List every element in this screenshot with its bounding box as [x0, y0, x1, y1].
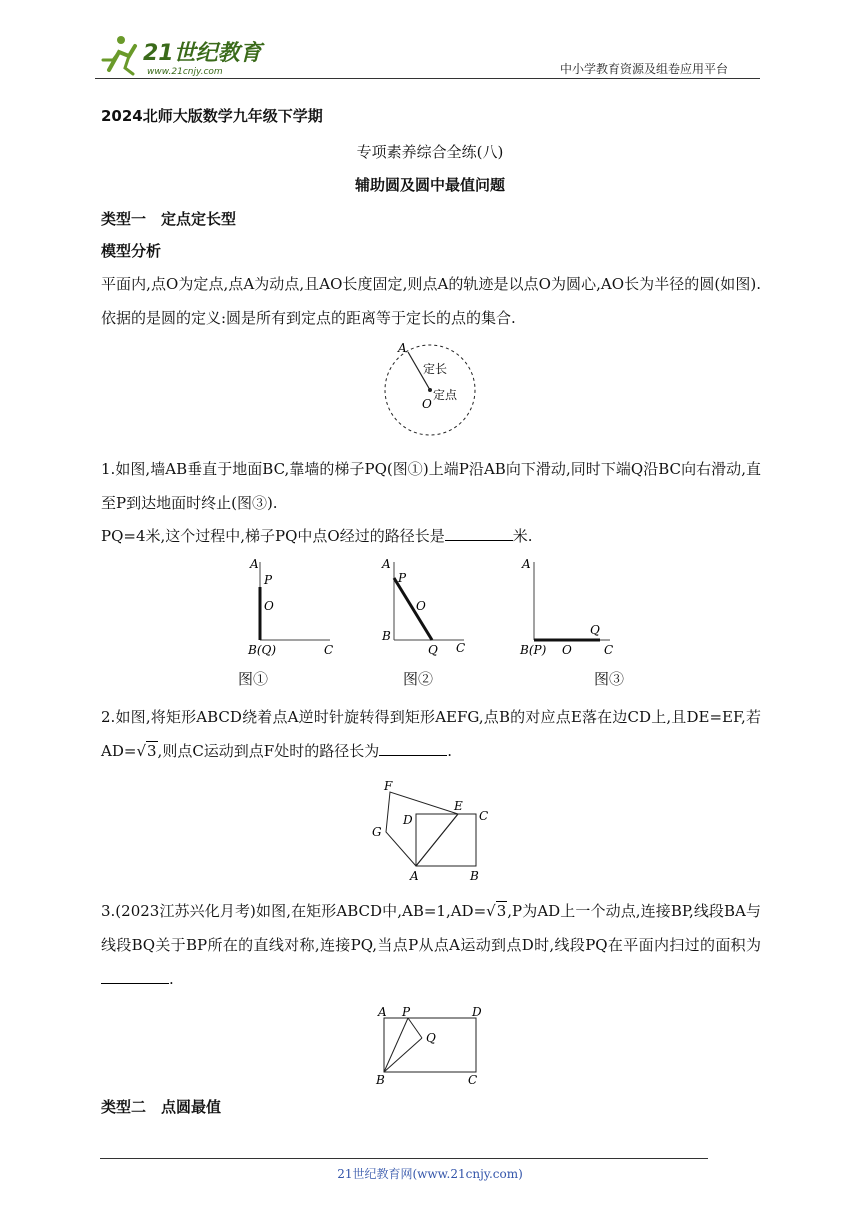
q1-text: 1.如图,墙AB垂直于地面BC,靠墙的梯子PQ(图①)上端P沿AB向下滑动,同时下端Q沿BC向右滑动,直至P到达地面时终止(图③). — [101, 460, 761, 512]
svg-text:B: B — [376, 1073, 385, 1087]
figure-1 — [238, 552, 348, 662]
caption-fig2: 图② — [403, 670, 434, 688]
q3-text: 3.(2023江苏兴化月考)如图,在矩形ABCD中,AB=1,AD=√3,P为AD上一个动点,连接BP,线段BA与线段BQ关于BP所在的直线对称,连接PQ,当点P从点A运动到点D时,线段PQ在平面内扫过的面积为. — [101, 894, 761, 996]
svg-text:P: P — [402, 1005, 411, 1019]
doc-title: 辅助圆及圆中最值问题 — [354, 176, 505, 194]
type1-heading: 类型一 定点定长型 — [101, 210, 237, 228]
logo-url: www.21cnjy.com — [147, 67, 223, 77]
svg-text:Q: Q — [590, 623, 600, 637]
sqrt-3: √3 — [486, 902, 507, 920]
svg-text:A: A — [250, 557, 259, 571]
svg-text:P: P — [264, 573, 273, 587]
model-heading: 模型分析 — [101, 242, 162, 260]
svg-text:A: A — [410, 869, 419, 882]
circle-figure — [378, 338, 478, 438]
rectangle-reflection-figure — [372, 1004, 492, 1088]
label-o: O — [422, 397, 432, 411]
label-fixed-point: 定点 — [433, 388, 458, 402]
q2-answer-blank[interactable] — [379, 739, 447, 756]
svg-text:F: F — [384, 779, 393, 793]
rectangle-rotation-figure — [366, 776, 496, 882]
svg-text:A: A — [522, 557, 531, 571]
svg-text:C: C — [479, 809, 489, 823]
platform-name: 中小学教育资源及组卷应用平台 — [560, 62, 729, 76]
figure-3 — [518, 552, 628, 662]
svg-text:O: O — [416, 599, 426, 613]
svg-text:C: C — [468, 1073, 478, 1087]
figure-2 — [378, 552, 488, 662]
svg-text:C: C — [604, 643, 614, 657]
model-text: 平面内,点O为定点,点A为动点,且AO长度固定,则点A的轨迹是以点O为圆心,AO长为半径的圆(如图).依据的是圆的定义:圆是所有到定点的距离等于定长的点的集合. — [101, 275, 761, 327]
svg-text:C: C — [324, 643, 334, 657]
type2-heading: 类型二 点圆最值 — [101, 1098, 222, 1116]
svg-text:A: A — [382, 557, 391, 571]
svg-text:G: G — [372, 825, 382, 839]
svg-text:O: O — [562, 643, 572, 657]
footer-divider — [100, 1158, 708, 1159]
svg-text:A: A — [378, 1005, 387, 1019]
svg-text:C: C — [456, 641, 466, 655]
series-title: 专项素养综合全练(八) — [356, 143, 504, 161]
caption-fig3: 图③ — [594, 670, 625, 688]
header-divider — [95, 78, 760, 79]
label-a: A — [398, 341, 407, 355]
q1-question: PQ=4米,这个过程中,梯子PQ中点O经过的路径长是 米. — [101, 524, 533, 546]
q3-answer-blank[interactable] — [101, 967, 169, 984]
course-title: 2024北师大版数学九年级下学期 — [101, 107, 323, 125]
svg-text:B: B — [470, 869, 479, 882]
logo-text: 21世纪教育 — [143, 41, 262, 66]
svg-text:D: D — [403, 813, 413, 827]
svg-text:Q: Q — [428, 643, 438, 657]
q1-answer-blank[interactable] — [445, 524, 513, 541]
label-fixed-length: 定长 — [423, 362, 448, 376]
svg-text:P: P — [398, 571, 407, 585]
svg-text:O: O — [264, 599, 274, 613]
caption-fig1: 图① — [238, 670, 269, 688]
svg-text:Q: Q — [426, 1031, 436, 1045]
footer-text[interactable]: 21世纪教育网(www.21cnjy.com) — [337, 1167, 523, 1181]
sqrt-3: √3 — [136, 742, 157, 760]
svg-text:B: B — [382, 629, 391, 643]
site-logo — [95, 30, 265, 80]
svg-text:D: D — [472, 1005, 482, 1019]
svg-text:B(P): B(P) — [520, 643, 547, 657]
svg-text:E: E — [454, 799, 463, 813]
q2-text: 2.如图,将矩形ABCD绕着点A逆时针旋转得到矩形AEFG,点B的对应点E落在边CD上,且DE=EF,若AD=√3,则点C运动到点F处时的路径长为 . — [101, 700, 761, 768]
svg-text:B(Q): B(Q) — [248, 643, 277, 657]
